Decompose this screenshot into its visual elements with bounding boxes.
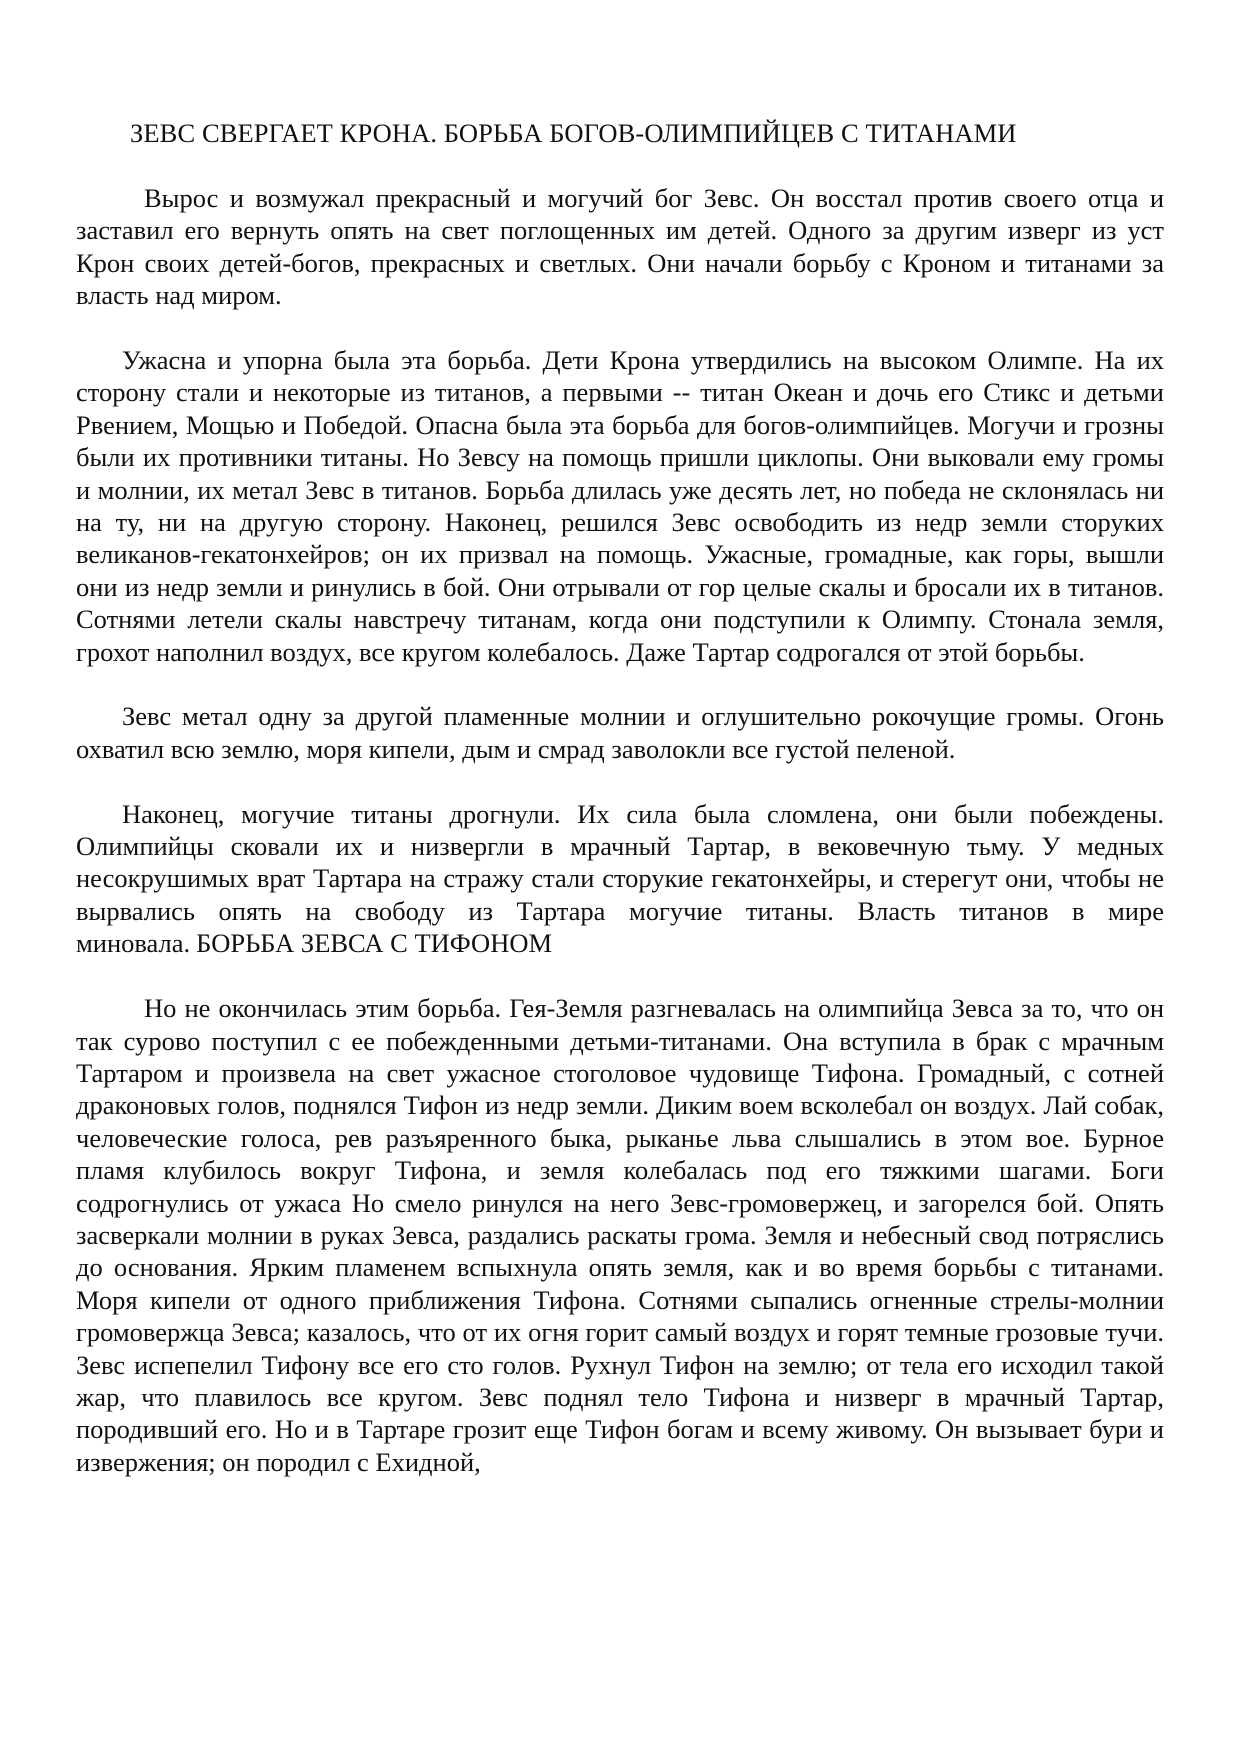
document-body — [76, 182, 1164, 1478]
paragraph-1: Вырос и возмужал прекрасный и могучий бог Зевс. Он восстал против своего отца и заставил его вернуть опять на свет поглощенных им детей. Одного за другим изверг из уст Крон своих детей-богов, прекрасных и светлых. Они начали борьбу с Кроном и титанами за власть над миром. — [76, 183, 1164, 311]
document-title: ЗЕВС СВЕРГАЕТ КРОНА. БОРЬБА БОГОВ-ОЛИМПИЙЦЕВ С ТИТАНАМИ — [130, 118, 1017, 148]
section-heading-typhon: БОРЬБА ЗЕВСА С ТИФОНОМ — [196, 928, 553, 959]
paragraph-4 — [76, 798, 1164, 960]
paragraph-5: Но не окончилась этим борьба. Гея-Земля разгневалась на олимпийца Зевса за то, что он так сурово поступил с ее побежденными детьми-титанами. Она вступила в брак с мрачным Тартаром и произвела на свет ужасное стоголовое чудовище Тифона. Громадный, с сотней драконовых голов, поднялся Тифон из недр земли. Диким воем всколебал он воздух. Лай собак, человеческие голоса, рев разъяренного быка, рыканье льва слышались в этом вое. Бурное пламя клубилось вокруг Тифона, и земля колебалась под его тяжкими шагами. Боги содрогнулись от ужаса Но смело ринулся на него Зевс-громовержец, и загорелся бой. Опять засверкали молнии в руках Зевса, раздались раскаты грома. Земля и небесный свод потряслись до основания. Ярким пламенем вспыхнула опять земля, как и во время борьбы с титанами. Моря кипели от одного приближения Тифона. Сотнями сыпались огненные стрелы-молнии громовержца Зевса; казалось, что от их огня горит самый воздух и горят темные грозовые тучи. Зевс испепелил Тифону все его сто голов. Рухнул Тифон на землю; от тела его исходил такой жар, что плавилось все кругом. Зевс поднял тело Тифона и низверг в мрачный Тартар, породивший его. Но и в Тартаре грозит еще Тифон богам и всему живому. Он вызывает бури и извержения; он породил с Ехидной, — [76, 993, 1164, 1477]
paragraph-2: Ужасна и упорна была эта борьба. Дети Крона утвердились на высоком Олимпе. На их сторону стали и некоторые из титанов, а первыми -- титан Океан и дочь его Стикс и детьми Рвением, Мощью и Победой. Опасна была эта борьба для богов-олимпийцев. Могучи и грозны были их противники титаны. Но Зевсу на помощь пришли циклопы. Они выковали ему громы и молнии, их метал Зевс в титанов. Борьба длилась уже десять лет, но победа не склонялась ни на ту, ни на другую сторону. Наконец, решился Зевс освободить из недр земли сторуких великанов-гекатонхейров; он их призвал на помощь. Ужасные, громадные, как горы, вышли они из недр земли и ринулись в бой. Они отрывали от гор целые скалы и бросали их в титанов. Сотнями летели скалы навстречу титанам, когда они подступили к Олимпу. Стонала земля, грохот наполнил воздух, все кругом колебалось. Даже Тартар содрогался от этой борьбы. — [76, 345, 1164, 667]
paragraph-4-text: Наконец, могучие титаны дрогнули. Их сила была сломлена, они были побеждены. Олимпийцы сковали их и низвергли в мрачный Тартар, в вековечную тьму. У медных несокрушимых врат Тартара на стражу стали сторукие гекатонхейры, и стерегут они, чтобы не вырвались опять на свободу из Тартара могучие титаны. Власть титанов в мире миновала. — [76, 798, 1164, 959]
paragraph-3: Зевс метал одну за другой пламенные молнии и оглушительно рокочущие громы. Огонь охватил всю землю, моря кипели, дым и смрад заволокли все густой пеленой. — [76, 701, 1164, 764]
